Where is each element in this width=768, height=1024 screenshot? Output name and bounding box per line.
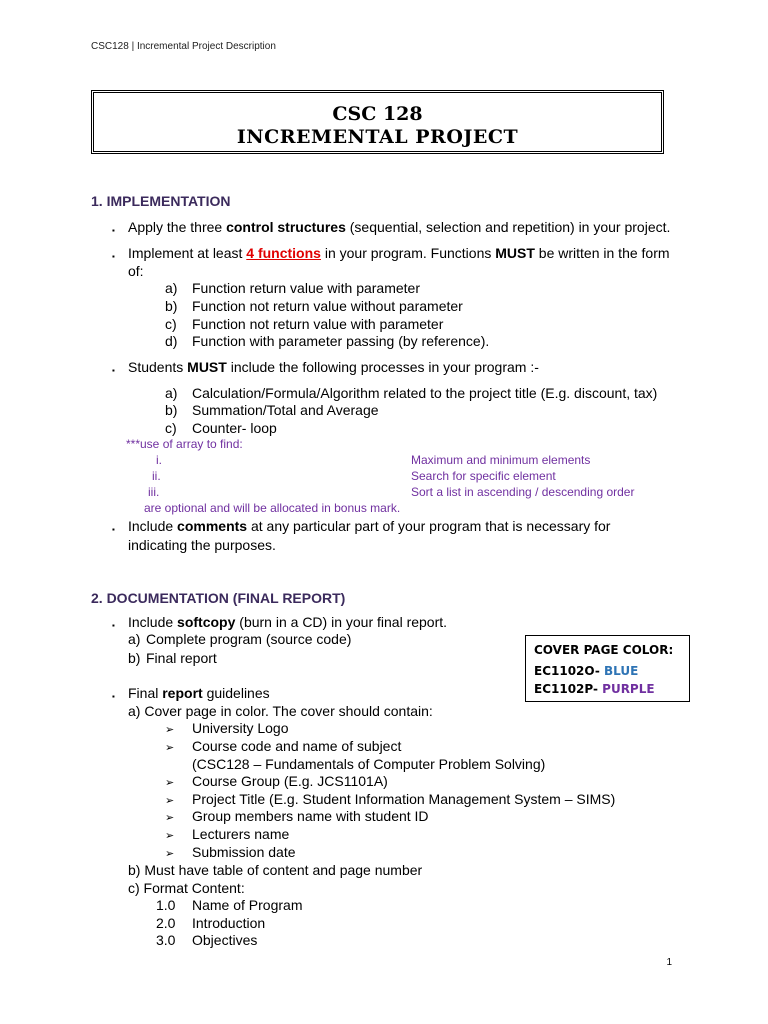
array-note: are optional and will be allocated in bonus mark. — [144, 501, 401, 515]
s2-item-label: b) — [128, 650, 141, 666]
section2-heading: 2. DOCUMENTATION (FINAL REPORT) — [91, 590, 346, 606]
cover-item: Group members name with student ID — [192, 808, 429, 824]
s1-bullet2: Implement at least 4 functions in your program. Functions MUST be written in the form — [128, 245, 670, 261]
function-item: Function not return value without parameter — [192, 298, 463, 314]
function-label: a) — [165, 280, 178, 296]
page-number: 1 — [666, 957, 672, 968]
function-item: Function return value with parameter — [192, 280, 420, 296]
cover-item: Course Group (E.g. JCS1101A) — [192, 773, 388, 789]
cover-item: University Logo — [192, 720, 289, 736]
array-item: Search for specific element — [411, 469, 556, 483]
s2-item-label: a) — [128, 631, 141, 647]
process-item: Calculation/Formula/Algorithm related to the project title (E.g. discount, tax) — [192, 385, 658, 401]
cover-item: Course code and name of subject — [192, 738, 402, 754]
function-item: Function with parameter passing (by reference). — [192, 333, 490, 349]
page-header: CSC128 | Incremental Project Description — [91, 41, 276, 52]
cover-item: Submission date — [192, 844, 296, 860]
s1-bullet3: Students MUST include the following processes in your program :- — [128, 359, 539, 375]
process-label: a) — [165, 385, 178, 401]
arrow-icon: ➢ — [165, 777, 175, 789]
process-item: Summation/Total and Average — [192, 402, 379, 418]
process-item: Counter- loop — [192, 420, 277, 436]
array-label: ii. — [152, 469, 161, 483]
process-label: b) — [165, 402, 178, 418]
array-intro: ***use of array to find: — [126, 437, 243, 451]
cover-box-title: COVER PAGE COLOR: — [534, 643, 674, 657]
s2-bullet1: Include softcopy (burn in a CD) in your final report. — [128, 614, 448, 630]
cover-box-row1: EC1102O- BLUE — [534, 664, 639, 678]
function-label: b) — [165, 298, 178, 314]
arrow-icon: ➢ — [165, 795, 175, 807]
function-label: d) — [165, 333, 178, 349]
section1-heading: 1. IMPLEMENTATION — [91, 193, 231, 209]
cover-item: Project Title (E.g. Student Information Management System – SIMS) — [192, 791, 616, 807]
format-num: 3.0 — [156, 932, 176, 948]
format-item: Objectives — [192, 932, 258, 948]
cover-box-row2: EC1102P- PURPLE — [534, 682, 655, 696]
array-label: iii. — [148, 485, 160, 499]
cover-item: (CSC128 – Fundamentals of Computer Problem Solving) — [192, 756, 546, 772]
title-box — [91, 90, 664, 154]
bullet-icon: ▪ — [112, 621, 115, 630]
s1-bullet4-line2: indicating the purposes. — [128, 537, 276, 553]
format-line: c) Format Content: — [128, 880, 245, 896]
s1-bullet1: Apply the three control structures (sequential, selection and repetition) in your project. — [128, 219, 671, 235]
bullet-icon: ▪ — [112, 525, 115, 534]
title-line2: INCREMENTAL PROJECT — [236, 126, 519, 148]
array-item: Sort a list in ascending / descending order — [411, 485, 635, 499]
cover-item: Lecturers name — [192, 826, 290, 842]
s2-item: Complete program (source code) — [146, 631, 352, 647]
format-item: Name of Program — [192, 897, 303, 913]
s1-bullet4: Include comments at any particular part of your program that is necessary for — [128, 518, 611, 534]
bullet-icon: ▪ — [112, 692, 115, 701]
bullet-icon: ▪ — [112, 366, 115, 375]
title-line1: CSC 128 — [332, 103, 423, 125]
s1-bullet2-line2: of: — [128, 263, 144, 279]
cover-color-box — [525, 635, 690, 702]
process-label: c) — [165, 420, 177, 436]
arrow-icon: ➢ — [165, 848, 175, 860]
cover-intro: a) Cover page in color. The cover should contain: — [128, 703, 433, 719]
s2-bullet2: Final report guidelines — [128, 685, 270, 701]
format-num: 2.0 — [156, 915, 176, 931]
format-num: 1.0 — [156, 897, 176, 913]
arrow-icon: ➢ — [165, 812, 175, 824]
function-label: c) — [165, 316, 177, 332]
array-label: i. — [156, 453, 162, 467]
arrow-icon: ➢ — [165, 724, 175, 736]
bullet-icon: ▪ — [112, 252, 115, 261]
arrow-icon: ➢ — [165, 830, 175, 842]
function-item: Function not return value with parameter — [192, 316, 444, 332]
arrow-icon: ➢ — [165, 742, 175, 754]
toc-line: b) Must have table of content and page number — [128, 862, 423, 878]
format-item: Introduction — [192, 915, 266, 931]
array-item: Maximum and minimum elements — [411, 453, 591, 467]
s2-item: Final report — [146, 650, 217, 666]
bullet-icon: ▪ — [112, 226, 115, 235]
